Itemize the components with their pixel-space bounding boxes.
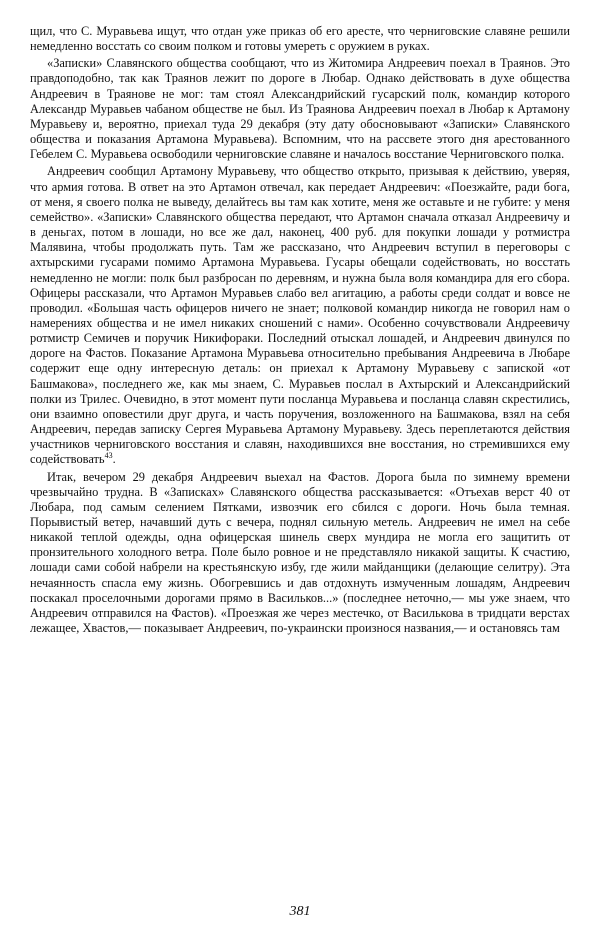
- paragraph-2: «Записки» Славянского общества сообщают, что из Житомира Андреевич поехал в Траянов. Это правдоподобно, так как Траянов лежит по дороге в Любар. Однако действовать в духе общества Андреевич в Траянове не мог: там стоял Александрийский гусарский полк, командир которого Александр Муравьев чабаном обществе не был. Из Траянова Андреевич поехал в Любар к Артамону Муравьеву и, вероятно, приехал туда 29 декабря (эту дату обосновывают «Записки» Славянского общества и показания Артамона Муравьева). Вспомним, что на рассвете этого дня арестованного Гебелем С. Муравьева освободили черниговские славяне и началось восстание Черниговского полка.: [30, 56, 570, 162]
- paragraph-3-tail: .: [112, 452, 116, 467]
- paragraph-3-text: Андреевич сообщил Артамону Муравьеву, что общество открыто, призывая к действию, уверяя, что армия готова. В ответ на это Артамон отвечал, как передает Андреевич: «Поезжайте, ради бога, от меня, я своего полка не выведу, делайтесь вы там как хотите, меня же оставьте и не губите: у меня семейство». «Записки» Славянского общества передают, что Артамон сначала отказал Андреевичу и в деньгах, потом в лошади, но все же дал, наконец, 400 руб. для покупки лошади у ротмистра Малявина, чтобы продолжать путь. Там же рассказано, что Андреевич вступил в переговоры с ахтырскими гусарами помимо Артамона Муравьева. Гусары обещали содействовать, но восстать немедленно не могли: полк был разбросан по деревням, и нужна была воля командира для его сбора. Офицеры рассказали, что Артамон Муравьев слабо вел агитацию, а работы среди солдат и вовсе не проводил. «Большая часть офицеров ничего не знает; полковой командир никогда не говорил нам о намерениях общества и не имел никаких сношений с нами». Особенно сочувствовали Андреевичу ротмистр Семичев и поручик Никифораки. Последний отыскал лошадей, и Андреевич двинулся по дороге на Фастов. Показание Артамона Муравьева относительно пребывания Андреевича в Любаре содержит еще одну интересную деталь: он приехал к Артамону Муравьеву с запиской «от Башмакова», последнего же, как мы знаем, С. Муравьев послал в Ахтырский и Александрийский полки из Трилес. Очевидно, в этот момент пути посланца Муравьева и посланца славян скрестились, они взаимно оповестили друг друга, и часть поручения, возложенного на Башмакова, взял на себя Андреевич, передав записку Сергея Муравьева Артамону Муравьеву. Здесь переплетаются действия участников черниговского восстания и славян, находившихся вне восстания, но стремившихся ему содействовать: [30, 164, 570, 467]
- paragraph-4: Итак, вечером 29 декабря Андреевич выехал на Фастов. Дорога была по зимнему времени чрезвычайно трудна. В «Записках» Славянского общества рассказывается: «Отъехав верст 40 от Любара, под самым селением Пятками, извозчик его сбился с дороги. Ночь была темная. Порывистый ветер, начавший дуть с вечера, поднял сильную метель. Андреевич не имел на себе никакой теплой одежды, одна офицерская шинель сверх мундира не могла его защитить от пронзительного холодного ветра. Поле было ровное и не представляло никакой защиты. К счастию, лошади сами собой набрели на крестьянскую избу, где жили майданщики (делающие селитру). Эта нечаянность спасла ему жизнь. Обогревшись и дав отдохнуть измученным лошадям, Андреевич поскакал проселочными дорогами прямо в Васильков...» (последнее неточно,— мы уже знаем, что Андреевич отправился на Фастов). «Проезжая же через местечко, от Василькова в тридцати верстах лежащее, Хвастов,— показывает Андреевич, по-украински произнося названия,— и остановясь там: [30, 469, 570, 636]
- footnote-ref-43: 43: [104, 451, 113, 461]
- paragraph-1: щил, что С. Муравьева ищут, что отдан уже приказ об его аресте, что черниговские славяне решили немедленно восстать со своим полком и готовы умереть с оружием в руках.: [30, 24, 570, 54]
- page-body: [30, 24, 570, 636]
- page-number: 381: [289, 904, 311, 919]
- paragraph-3: [30, 164, 570, 467]
